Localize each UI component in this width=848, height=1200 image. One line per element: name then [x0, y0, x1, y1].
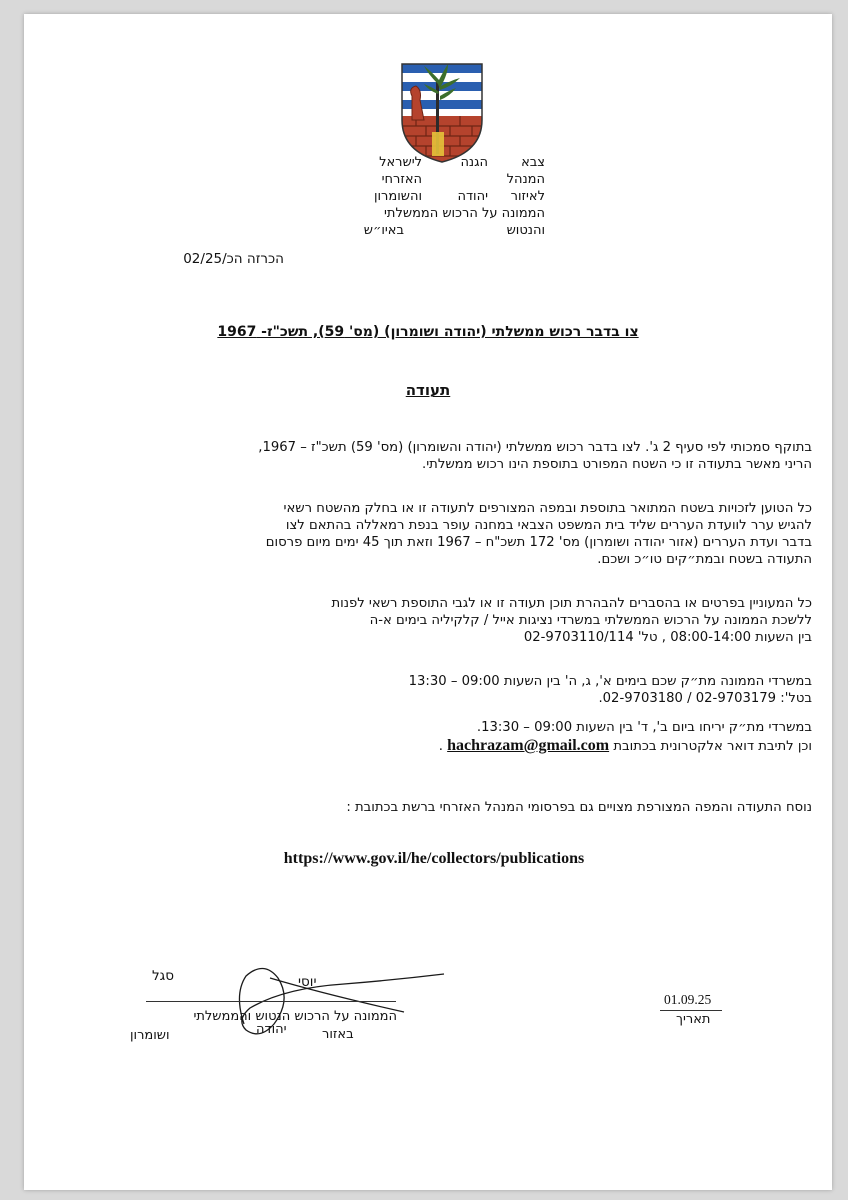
paragraph-line: בתוקף סמכותי לפי סעיף 2 ג'. לצו בדבר רכוש ממשלתי (יהודה והשומרון) (מס' 59) תשכ"ז – 1967, — [258, 440, 812, 455]
paragraph-line: במשרדי הממונה מת״ק שכם בימים א', ג, ה' בין השעות 09:00 – 13:30 — [408, 674, 812, 689]
date-label: תאריך — [676, 1012, 711, 1027]
signature-line — [146, 1001, 396, 1002]
paragraph-line: הריני מאשר בתעודה זו כי השטח המפורט בתוספת הינו רכוש ממשלתי. — [422, 457, 812, 472]
date-value: 01.09.25 — [664, 992, 712, 1007]
header-line: והנטוש — [506, 223, 545, 238]
paragraph-line: בין השעות 08:00-14:00 , טל' 02-9703110/114 — [523, 630, 812, 645]
header-line: הממונה על הרכוש הממשלתי — [384, 206, 545, 221]
header-left-column — [342, 154, 422, 239]
header-line: יהודה — [457, 189, 488, 204]
signer-last-name: סגל — [152, 968, 174, 984]
header-line: והשומרון — [373, 189, 422, 204]
header-line: לאיזור — [510, 189, 545, 204]
civil-administration-emblem-icon — [398, 60, 486, 164]
paragraph-line: כל הטוען לזכויות בשטח המתואר בתוספת ובמפה המצורפים לתעודה זו או בחלק מהשטח רשאי — [283, 501, 812, 516]
header-line: המנהל — [506, 172, 545, 187]
publication-url-link[interactable]: https://www.gov.il/he/collectors/publications — [283, 850, 585, 867]
header-line: צבא — [521, 155, 545, 170]
header-mid-column — [428, 154, 488, 205]
signer-title: הממונה על הרכוש הנטוש והממשלתי — [193, 1009, 397, 1024]
paragraph-line: להגיש ערר לוועדת העררים שליד בית המשפט הצבאי במחנה עופר בנפת רמאללה בהתאם לצו — [285, 518, 812, 533]
paragraph-line: בטל': 02-9703179 / 02-9703180. — [598, 691, 812, 706]
publication-note: נוסח התעודה והמפה המצורפת מצויים גם בפרסומי המנהל האזרחי ברשת בכתובת : — [346, 800, 812, 815]
document-title: תעודה — [405, 381, 451, 399]
date-line — [660, 1010, 722, 1011]
paragraph-jericho-office: במשרדי מת״ק יריחו ביום ב', ד' בין השעות 09:00 – 13:30. — [476, 720, 812, 735]
order-title: צו בדבר רכוש ממשלתי (יהודה ושומרון) (מס' 59), תשכ"ז- 1967 — [217, 324, 639, 340]
signer-area-word: באזור — [322, 1027, 354, 1042]
declaration-reference: הכרזה הכ/02/25 — [183, 251, 284, 267]
signer-area-word: ושומרון — [130, 1028, 170, 1043]
header-line: באיו״ש — [363, 223, 404, 238]
paragraph-line: התעודה בשטח ובמת״קים טו״כ ושכם. — [597, 552, 812, 567]
header-line: האזרחי — [381, 172, 422, 187]
header-line: לישראל — [379, 155, 422, 170]
email-link[interactable]: hachrazam@gmail.com — [447, 737, 610, 754]
paragraph-line: בדבר ועדת העררים (אזור יהודה ושומרון) מס' 172 תשכ"ח – 1967 וזאת תוך 45 ימים מיום פרסום — [265, 535, 812, 550]
document-page — [24, 14, 832, 1190]
header-line: הגנה — [460, 155, 488, 170]
paragraph-line: ללשכת הממונה על הרכוש הממשלתי במשרדי נציגות אייל / קלקיליה בימים א-ה — [369, 613, 812, 628]
email-line-suffix: . — [438, 739, 443, 754]
email-line — [439, 735, 812, 758]
signer-first-name: יוסי — [298, 974, 317, 990]
email-line-prefix: וכן לתיבת דואר אלקטרונית בכתובת — [613, 739, 812, 754]
signer-area-word: יהודה — [256, 1022, 287, 1037]
paragraph-line: כל המעוניין בפרטים או בהסברים להבהרת תוכן תעודה זו או לגבי התוספת רשאי לפנות — [331, 596, 812, 611]
